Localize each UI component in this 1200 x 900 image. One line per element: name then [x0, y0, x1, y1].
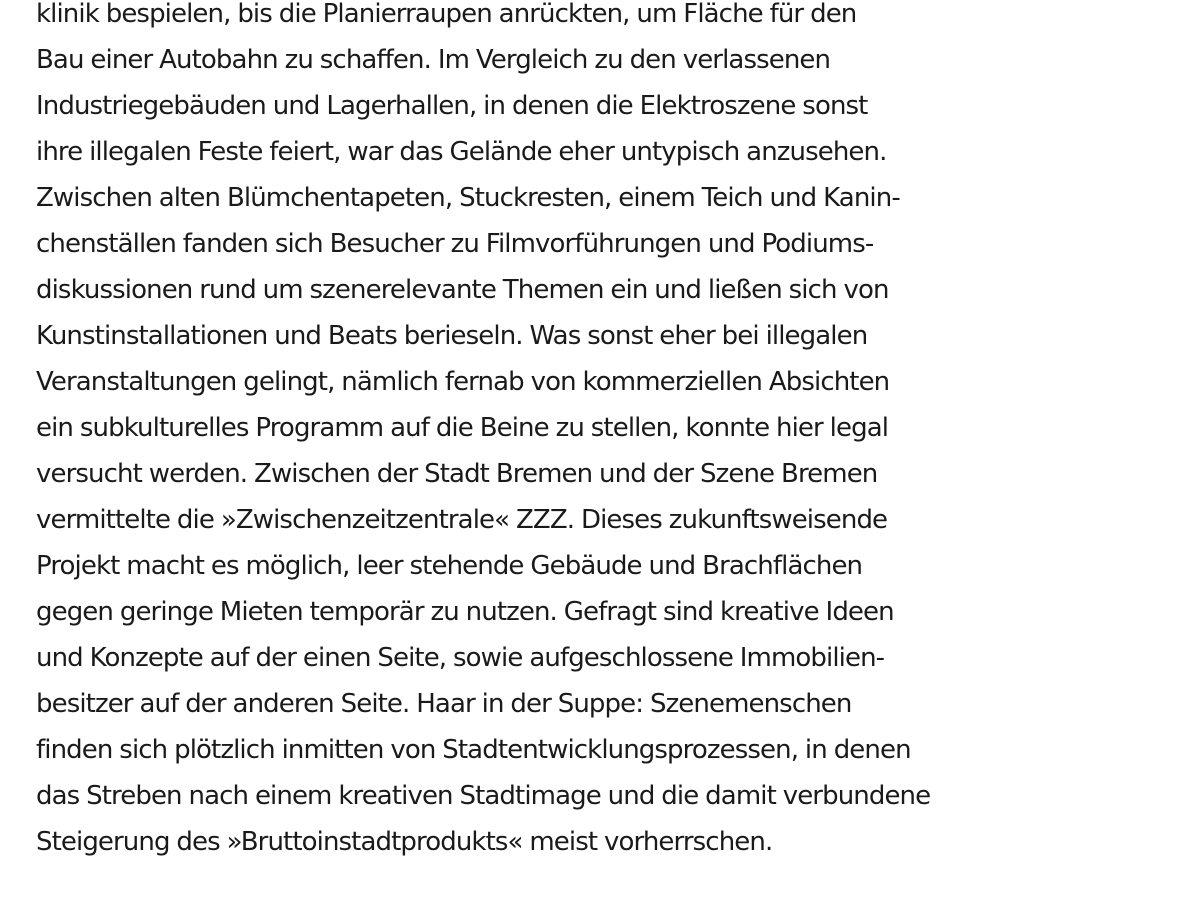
text-line-3: Industriegebäuden und Lagerhallen, in denen die Elektroszene sonst: [36, 91, 868, 121]
text-line-11: versucht werden. Zwischen der Stadt Bremen und der Szene Bremen: [36, 459, 878, 489]
text-line-10: ein subkulturelles Programm auf die Beine zu stellen, konnte hier legal: [36, 413, 889, 443]
text-line-12: vermittelte die »Zwischenzeitzentrale« ZZZ. Dieses zukunftsweisende: [36, 505, 888, 535]
body-text: [36, 0, 1186, 865]
text-line-9: Veranstaltungen gelingt, nämlich fernab von kommerziellen Absichten: [36, 367, 890, 397]
text-line-4: ihre illegalen Feste feiert, war das Gelände eher untypisch anzusehen.: [36, 137, 887, 167]
text-line-18: das Streben nach einem kreativen Stadtimage und die damit verbundene: [36, 781, 931, 811]
text-line-1: klinik bespielen, bis die Planierraupen anrückten, um Fläche für den: [36, 0, 857, 29]
text-line-8: Kunstinstallationen und Beats berieseln. Was sonst eher bei illegalen: [36, 321, 868, 351]
text-line-5: Zwischen alten Blümchentapeten, Stuckresten, einem Teich und Kanin-: [36, 183, 900, 213]
text-line-16: besitzer auf der anderen Seite. Haar in der Suppe: Szenemenschen: [36, 689, 852, 719]
text-line-17: finden sich plötzlich inmitten von Stadtentwicklungsprozessen, in denen: [36, 735, 911, 765]
text-line-19: Steigerung des »Bruttoinstadtprodukts« meist vorherrschen.: [36, 827, 773, 857]
text-line-15: und Konzepte auf der einen Seite, sowie aufgeschlossene Immobilien-: [36, 643, 885, 673]
text-line-2: Bau einer Autobahn zu schaffen. Im Vergleich zu den verlassenen: [36, 45, 831, 75]
text-line-6: chenställen fanden sich Besucher zu Filmvorführungen und Podiums-: [36, 229, 874, 259]
text-line-13: Projekt macht es möglich, leer stehende Gebäude und Brachflächen: [36, 551, 863, 581]
text-line-7: diskussionen rund um szenerelevante Themen ein und ließen sich von: [36, 275, 889, 305]
text-line-14: gegen geringe Mieten temporär zu nutzen. Gefragt sind kreative Ideen: [36, 597, 894, 627]
